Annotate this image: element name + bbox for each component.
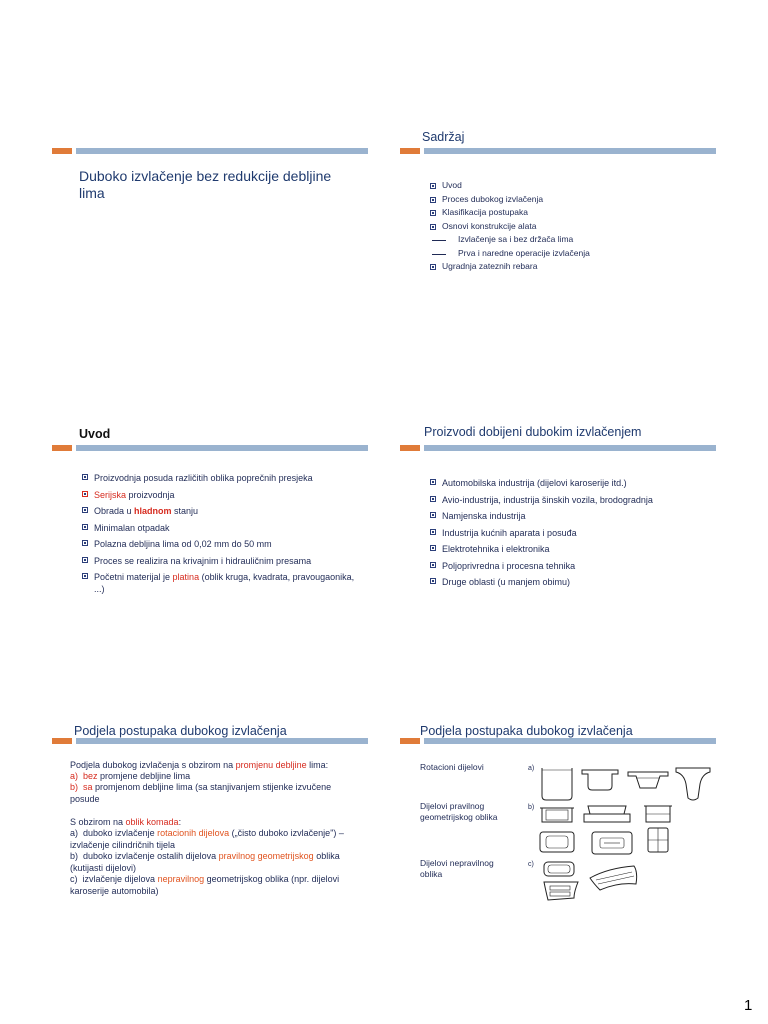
- list-item: Elektrotehnika i elektronika: [430, 541, 715, 558]
- list-item: Proizvodnja posuda različitih oblika poprečnih presjeka: [82, 470, 357, 487]
- figure-label-b: b): [528, 804, 535, 811]
- shape-item-b: b) duboko izvlačenje ostalih dijelova pravilnog geometrijskog oblika (kutijasti dijelovi): [70, 851, 340, 873]
- dash-bullet-icon: [432, 240, 446, 241]
- slide-2: [400, 120, 700, 320]
- list-item: Namjenska industrija: [430, 508, 715, 525]
- slide-header-bar: [400, 445, 716, 451]
- checkbox-bullet-icon: [430, 210, 436, 216]
- checkbox-bullet-icon: [82, 474, 88, 480]
- list-item: Avio-industrija, industrija šinskih vozila, brodogradnja: [430, 492, 715, 509]
- slide-title: Podjela postupaka dubokog izvlačenja: [420, 724, 633, 738]
- rotational-parts-figure: [538, 764, 718, 804]
- figure-label-c: c): [528, 861, 534, 868]
- label-regular-parts: Dijelovi pravilnog geometrijskog oblika: [420, 801, 498, 822]
- shape-item-c: c) izvlačenje dijelova nepravilnog geometrijskog oblika (npr. dijelovi karoserije automobila): [70, 874, 340, 896]
- list-item: Ugradnja zateznih rebara: [430, 260, 700, 274]
- list-item: Proces dubokog izvlačenja: [430, 193, 700, 207]
- checkbox-bullet-icon: [430, 479, 436, 485]
- content-list: [82, 470, 357, 595]
- checkbox-bullet-icon: [430, 529, 436, 535]
- slide-title: Uvod: [79, 427, 111, 441]
- list-item: Polazna debljina lima od 0,02 mm do 50 mm: [82, 536, 357, 553]
- checkbox-bullet-icon: [82, 540, 88, 546]
- list-item: Proces se realizira na krivajnim i hidrauličnim presama: [82, 553, 357, 570]
- slide-header-bar: [400, 738, 716, 744]
- figure-label-a: a): [528, 765, 535, 772]
- item-b: b) sa promjenom debljine lima (sa stanjivanjem stijenke izvučene posude: [70, 782, 332, 804]
- checkbox-bullet-icon: [430, 224, 436, 230]
- list-item: Poljoprivredna i procesna tehnika: [430, 558, 715, 575]
- list-item: Uvod: [430, 179, 700, 193]
- dash-bullet-icon: [432, 254, 446, 255]
- checkbox-bullet-icon: [82, 507, 88, 513]
- slide-title: Duboko izvlačenje bez redukcije debljine lima: [79, 168, 332, 201]
- slide-1: [52, 120, 352, 320]
- checkbox-bullet-icon: [82, 557, 88, 563]
- list-item: Minimalan otpadak: [82, 520, 357, 537]
- label-rotational-parts: Rotacioni dijelovi: [420, 762, 484, 772]
- content-list: [430, 475, 715, 591]
- list-item: Serijska proizvodnja: [82, 487, 357, 504]
- paragraph-thickness: Podjela dubokog izvlačenja s obzirom na promjenu debljine lima:: [70, 760, 329, 770]
- checkbox-bullet-icon: [430, 264, 436, 270]
- shape-item-a: a) duboko izvlačenje rotacionih dijelova („čisto duboko izvlačenje") – izvlačenje cilindričnih tijela: [70, 828, 344, 850]
- checkbox-bullet-icon: [82, 491, 88, 497]
- list-item: Industrija kućnih aparata i posuđa: [430, 525, 715, 542]
- slide-title: Sadržaj: [422, 130, 465, 144]
- slide-header-bar: [52, 738, 368, 744]
- checkbox-bullet-icon: [430, 197, 436, 203]
- list-item: Automobilska industrija (dijelovi karoserije itd.): [430, 475, 715, 492]
- checkbox-bullet-icon: [82, 524, 88, 530]
- slide-header-bar: [52, 148, 368, 154]
- slide-6: [400, 714, 700, 914]
- content-list: [430, 179, 700, 274]
- slide-5: [52, 714, 352, 914]
- slide-header-bar: [400, 148, 716, 154]
- sub-list-item: Prva i naredne operacije izvlačenja: [430, 247, 700, 261]
- checkbox-bullet-icon: [430, 512, 436, 518]
- item-a: a) bez promjene debljine lima: [70, 771, 191, 781]
- checkbox-bullet-icon: [430, 496, 436, 502]
- paragraph-shape: S obzirom na oblik komada:: [70, 817, 182, 827]
- checkbox-bullet-icon: [430, 562, 436, 568]
- slide-title: Podjela postupaka dubokog izvlačenja: [74, 724, 287, 738]
- checkbox-bullet-icon: [430, 545, 436, 551]
- list-item: Početni materijal je platina (oblik kruga, kvadrata, pravougaonika, ...): [82, 569, 357, 595]
- list-item: Druge oblasti (u manjem obimu): [430, 574, 715, 591]
- checkbox-bullet-icon: [82, 573, 88, 579]
- slide-title: Proizvodi dobijeni dubokim izvlačenjem: [424, 425, 642, 439]
- checkbox-bullet-icon: [430, 578, 436, 584]
- slide-4: [400, 417, 700, 617]
- label-irregular-parts: Dijelovi nepravilnog oblika: [420, 858, 494, 879]
- irregular-parts-figure: [538, 858, 718, 908]
- regular-parts-figure: [538, 802, 718, 862]
- sub-list-item: Izvlačenje sa i bez držača lima: [430, 233, 700, 247]
- list-item: Obrada u hladnom stanju: [82, 503, 357, 520]
- list-item: Osnovi konstrukcije alata: [430, 220, 700, 234]
- slide-3: [52, 417, 355, 617]
- page-number: 1: [744, 997, 753, 1014]
- slide-header-bar: [52, 445, 368, 451]
- checkbox-bullet-icon: [430, 183, 436, 189]
- list-item: Klasifikacija postupaka: [430, 206, 700, 220]
